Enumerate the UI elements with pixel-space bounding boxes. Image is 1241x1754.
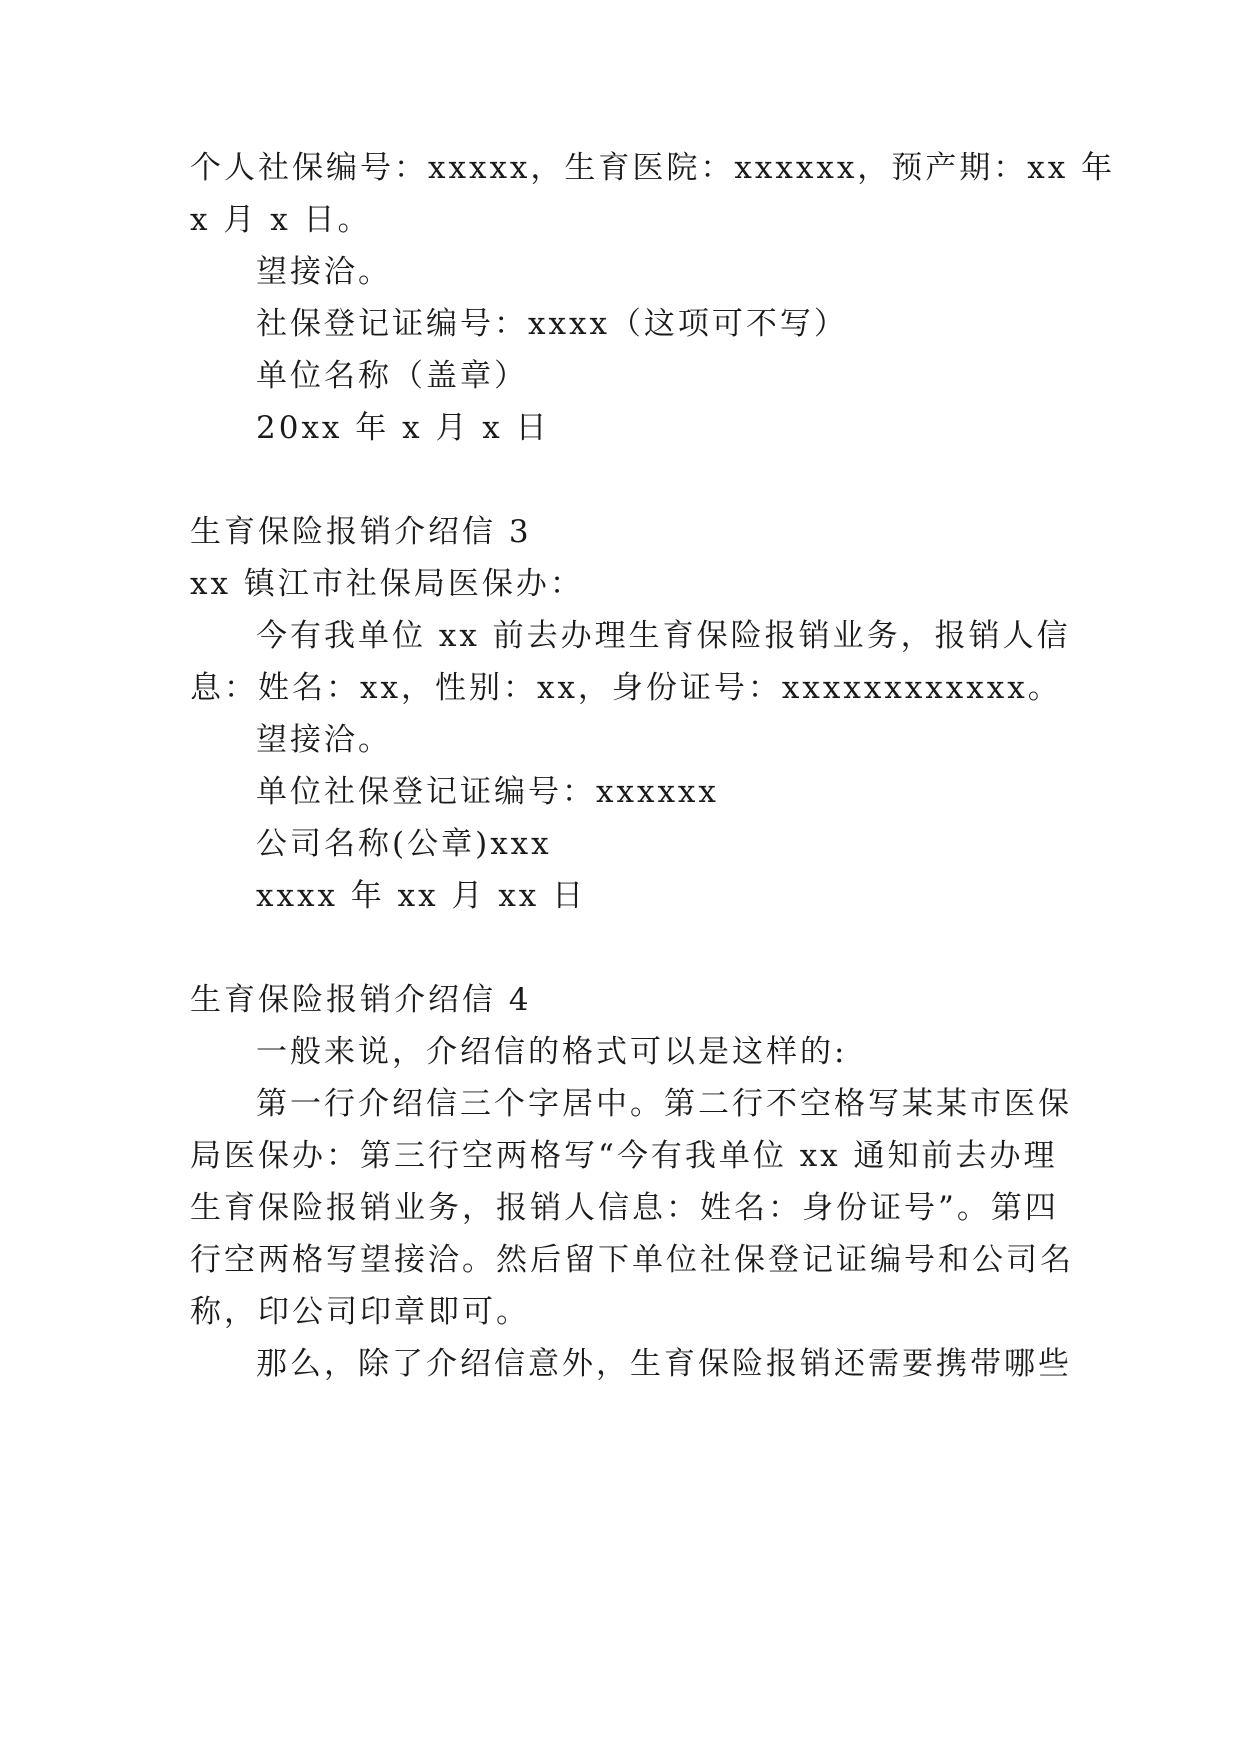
letter4-title: 生育保险报销介绍信 4 <box>190 982 532 1018</box>
letter4-p2-line3: 生育保险报销业务，报销人信息：姓名：身份证号”。第四 <box>190 1190 1059 1226</box>
letter4-p2-line4: 行空两格写望接洽。然后留下单位社保登记证编号和公司名 <box>190 1242 1074 1278</box>
letter4-p1: 一般来说，介绍信的格式可以是这样的: <box>256 1034 848 1070</box>
letter3-reg-no: 单位社保登记证编号：xxxxxx <box>256 774 719 810</box>
letter2-reg-no: 社保登记证编号：xxxx（这项可不写） <box>256 306 848 342</box>
letter3-date: xxxx 年 xx 月 xx 日 <box>256 878 587 914</box>
letter3-addressee: xx 镇江市社保局医保办： <box>190 566 584 602</box>
letter4-p2-line2: 局医保办：第三行空两格写“今有我单位 xx 通知前去办理 <box>190 1138 1058 1174</box>
letter2-unit-name: 单位名称（盖章） <box>256 358 528 394</box>
letter2-date: 20xx 年 x 月 x 日 <box>256 410 550 446</box>
letter2-closing: 望接洽。 <box>256 254 392 290</box>
letter3-body-line2: 息：姓名：xx，性别：xx，身份证号：xxxxxxxxxxxx。 <box>190 670 1062 706</box>
letter2-info-line2: x 月 x 日。 <box>190 202 372 238</box>
letter3-body-line1: 今有我单位 xx 前去办理生育保险报销业务，报销人信 <box>256 618 1071 654</box>
letter3-closing: 望接洽。 <box>256 722 392 758</box>
letter2-info-line1: 个人社保编号：xxxxx，生育医院：xxxxxx，预产期：xx 年 <box>190 150 1116 186</box>
letter3-company: 公司名称(公章)xxx <box>256 826 552 862</box>
letter3-title: 生育保险报销介绍信 3 <box>190 514 532 550</box>
letter4-p2-line5: 称，印公司印章即可。 <box>190 1294 530 1330</box>
letter4-p2-line1: 第一行介绍信三个字居中。第二行不空格写某某市医保 <box>256 1086 1072 1122</box>
letter4-p3-line1: 那么，除了介绍信意外，生育保险报销还需要携带哪些 <box>256 1346 1072 1382</box>
